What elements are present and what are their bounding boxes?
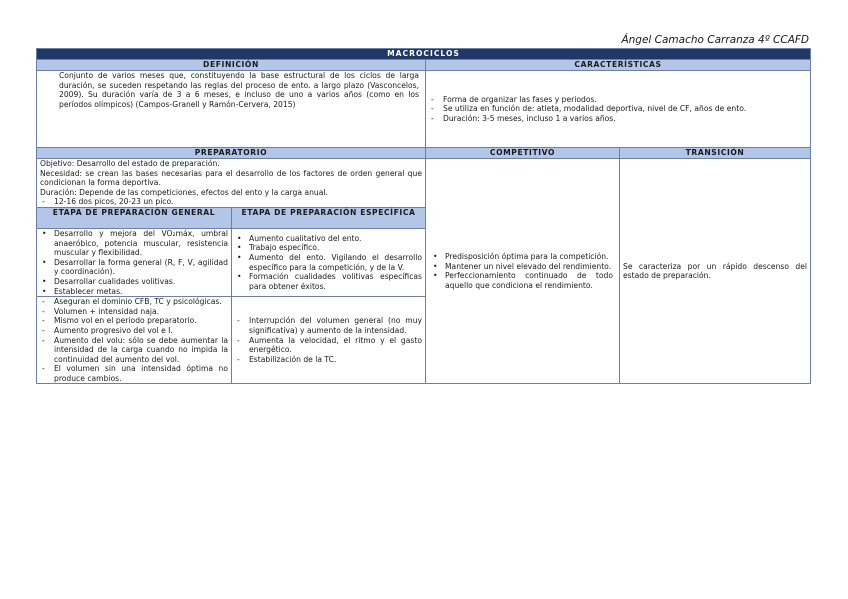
list-item: • Perfeccionamiento continuado de todo aquello que condiciona el rendimiento. bbox=[433, 271, 613, 290]
caracteristicas-list bbox=[426, 71, 811, 148]
list-item: • Predisposición óptima para la competición. bbox=[433, 252, 609, 262]
list-item: • Trabajo específico. bbox=[237, 243, 320, 253]
etapa-especifica-bullets bbox=[232, 228, 426, 296]
table-title: MACROCICLOS bbox=[37, 49, 811, 60]
competitivo-header: COMPETITIVO bbox=[426, 148, 620, 159]
etapa-general-bullets bbox=[37, 228, 232, 296]
list-item: - Aumento del volu: sólo se debe aumentar la intensidad de la carga cuando no impida la continuidad del aumento del vol. bbox=[42, 335, 228, 364]
etapa-general-header: ETAPA DE PREPARACIÓN GENERAL bbox=[37, 207, 232, 228]
list-item: - Forma de organizar las fases y periodos. bbox=[431, 94, 597, 104]
etapa-especifica-dashes bbox=[232, 297, 426, 384]
list-item: • Establecer metas. bbox=[42, 286, 123, 296]
list-item: • Desarrollo y mejora del VO₂máx, umbral anaeróbico, potencia muscular, resistencia muscular y flexibilidad. bbox=[42, 228, 228, 258]
preparatorio-description: Objetivo: Desarrollo del estado de preparación. Necesidad: se crean las bases necesarias para el desarrollo de los factores de orden general que condicionan la forma deportiva. Duración: Depende de las competiciones, efectos del ento y la carga anual. - 12-16 dos picos, 20-23 un pico. bbox=[37, 159, 426, 208]
list-item: • Aumento cualitativo del ento. bbox=[237, 233, 362, 243]
transicion-header: TRANSICIÓN bbox=[620, 148, 811, 159]
list-item: - Mismo vol en el periodo preparatorio. bbox=[42, 316, 197, 326]
list-item: - Interrupción del volumen general (no muy significativa) y aumento de la intensidad. bbox=[237, 316, 422, 335]
transicion-cell: Se caracteriza por un rápido descenso del estado de preparación. bbox=[620, 159, 811, 384]
list-item: • Formación cualidades volitivas específicas para obtener éxitos. bbox=[237, 272, 422, 291]
caracteristicas-header: CARACTERÍSTICAS bbox=[426, 60, 811, 71]
list-item: - Aumenta la velocidad, el ritmo y el gasto energético. bbox=[237, 335, 422, 355]
list-item: • Desarrollar la forma general (R, F, V, agilidad y coordinación). bbox=[42, 257, 228, 277]
etapa-general-dashes bbox=[37, 297, 232, 384]
author-name: Ángel Camacho Carranza 4º CCAFD bbox=[621, 34, 809, 46]
macrociclos-table bbox=[36, 48, 811, 384]
list-item: - 12-16 dos picos, 20-23 un pico. bbox=[42, 197, 174, 207]
preparatorio-header: PREPARATORIO bbox=[37, 148, 426, 159]
list-item: - El volumen sin una intensidad óptima no produce cambios. bbox=[42, 364, 228, 383]
list-item: - Se utiliza en función de: atleta, modalidad deportiva, nivel de CF, años de ento. bbox=[431, 104, 747, 114]
list-item: • Desarrollar cualidades volitivas. bbox=[42, 276, 176, 286]
definicion-header: DEFINICIÓN bbox=[37, 60, 426, 71]
list-item: - Duración: 3-5 meses, incluso 1 a varios años. bbox=[431, 113, 616, 123]
list-item: • Aumento del ento. Vigilando el desarrollo específico para la competición, y de la V. bbox=[237, 252, 422, 272]
competitivo-cell bbox=[426, 159, 620, 384]
list-item: - Estabilización de la TC. bbox=[237, 354, 337, 364]
etapa-especifica-header: ETAPA DE PREPARACIÓN ESPECÍFICA bbox=[232, 207, 426, 228]
list-item: - Aumento progresivo del vol e I. bbox=[42, 325, 173, 335]
list-item: - Volumen + intensidad naja. bbox=[42, 306, 160, 316]
list-item: - Aseguran el dominio CFB, TC y psicológicas. bbox=[42, 297, 222, 307]
list-item: • Mantener un nivel elevado del rendimiento. bbox=[433, 261, 612, 271]
definicion-text: Conjunto de varios meses que, constituyendo la base estructural de los ciclos de larga duración, se suceden respetando las reglas del proceso de ento. a largo plazo (Vasconcelos, 2009). Su duración varía de 3 a 6 meses, e incluso de uno a varios años (como en los períodos olímpicos) (Campos-Granell y Ramón-Cervera, 2015) bbox=[37, 71, 426, 148]
